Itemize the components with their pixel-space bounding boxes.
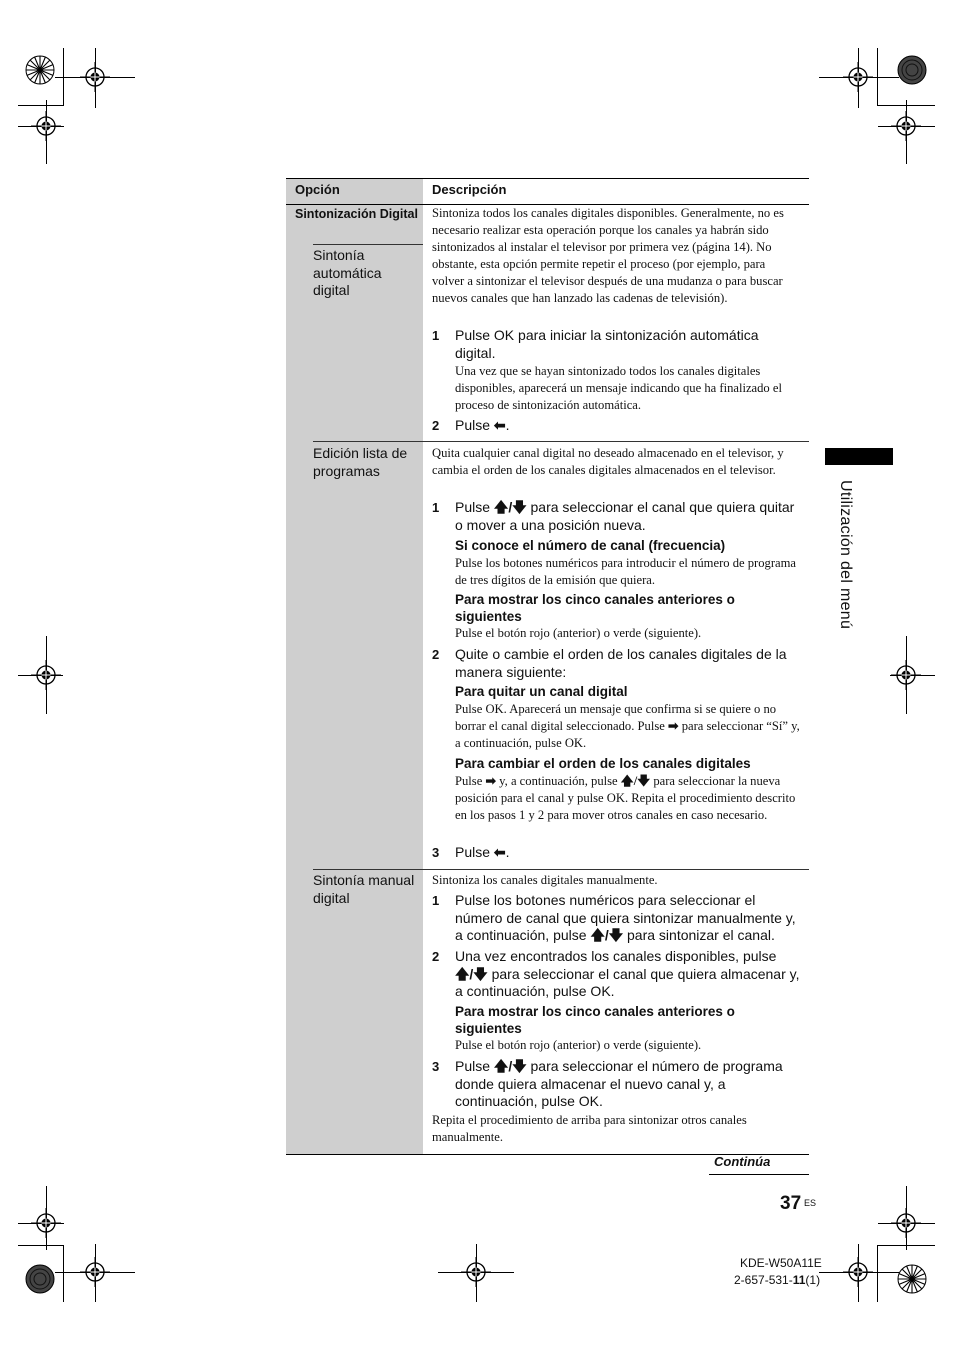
header-description: Descripción bbox=[432, 182, 507, 197]
document-code bbox=[734, 1273, 820, 1287]
section-tab-marker bbox=[825, 448, 893, 465]
subheading: Para mostrar los cinco canales anteriores o siguientes bbox=[455, 1004, 735, 1036]
starburst-mark-icon bbox=[897, 55, 927, 85]
step-text: Pulse bbox=[455, 844, 491, 860]
step-text: Pulse los botones numéricos para seleccionar el número de canal que quiera sintonizar manualmente y, a continuación, pulse bbox=[455, 892, 796, 943]
code-suffix: (1) bbox=[805, 1273, 821, 1287]
continued-rule bbox=[709, 1174, 809, 1175]
continued-label: Continúa bbox=[714, 1154, 771, 1169]
subheading: Para mostrar los cinco canales anteriores o siguientes bbox=[455, 592, 735, 624]
manual-tuning-outro: Repita el procedimiento de arriba para sintonizar otros canales manualmente. bbox=[432, 1113, 747, 1144]
model-number: KDE-W50A11E bbox=[740, 1256, 822, 1270]
section-title: Sintonización Digital bbox=[295, 207, 418, 221]
program-list-intro: Quita cualquier canal digital no deseado almacenado en el televisor, y cambia el orden de los canales digitales almacenados en el televisor. bbox=[432, 446, 784, 477]
step-text: para seleccionar el canal que quiera almacenar y, a continuación, pulse OK. bbox=[455, 965, 800, 999]
registration-mark-icon bbox=[80, 62, 110, 92]
right-arrow-icon: ➡ bbox=[485, 773, 497, 788]
right-arrow-icon: ➡ bbox=[667, 718, 679, 733]
separator: / bbox=[508, 499, 513, 515]
list-sub-2 bbox=[455, 592, 800, 642]
registration-mark-icon bbox=[31, 660, 61, 690]
table-top-rule bbox=[286, 178, 809, 179]
subheading: Si conoce el número de canal (frecuencia) bbox=[455, 538, 726, 553]
page-number: 37 bbox=[780, 1193, 802, 1214]
step-text: Una vez encontrados los canales disponibles, pulse bbox=[455, 948, 777, 964]
row-divider bbox=[313, 244, 423, 245]
step-number: 2 bbox=[432, 418, 440, 433]
registration-mark-icon bbox=[80, 1257, 110, 1287]
code-revision: 11 bbox=[792, 1273, 806, 1287]
step-text: para seleccionar el canal que quiera quitar o mover a una posición nueva. bbox=[455, 499, 795, 533]
subheading: Para cambiar el orden de los canales digitales bbox=[455, 756, 751, 771]
registration-mark-icon bbox=[843, 62, 873, 92]
registration-mark-icon bbox=[891, 111, 921, 141]
starburst-mark-icon bbox=[25, 55, 55, 85]
option-auto-tuning: Sintonía automática digital bbox=[313, 247, 382, 298]
row-divider bbox=[313, 869, 809, 870]
registration-mark-icon bbox=[891, 660, 921, 690]
up-down-arrow-icon: 🡅/🡇 bbox=[620, 773, 651, 788]
auto-tuning-intro: Sintoniza todos los canales digitales disponibles. Generalmente, no es necesario realizar esta operación porque los canales ya habrán sido sintonizados al instalar el televisor por primera vez (página 14). No obstante, esta opción permite repetir el proceso (por ejemplo, para volver a sintonizar el televisor después de una mudanza o para buscar nuevos canales que han lanzado las cadenas de televisión). bbox=[432, 206, 784, 305]
list-sub-1 bbox=[455, 538, 800, 589]
list-sub-3 bbox=[455, 684, 800, 752]
step-number: 1 bbox=[432, 328, 440, 343]
subtext: para seleccionar “Sí” y, a continuación, pulse OK. bbox=[455, 718, 800, 750]
up-down-arrow-icon: 🡅/🡇 bbox=[493, 1058, 527, 1074]
registration-mark-icon bbox=[843, 1257, 873, 1287]
step-text: Pulse OK para iniciar la sintonización automática digital. bbox=[455, 327, 759, 361]
subtext: y, a continuación, pulse bbox=[499, 773, 618, 788]
step-punct: . bbox=[505, 417, 510, 433]
registration-mark-icon bbox=[891, 1208, 921, 1238]
option-program-list-edit: Edición lista de programas bbox=[313, 445, 408, 479]
header-option: Opción bbox=[295, 182, 340, 197]
section-side-label: Utilización del menú bbox=[837, 480, 854, 630]
list-sub-4 bbox=[455, 756, 800, 824]
step-number: 1 bbox=[432, 893, 440, 908]
step-text: Quite o cambie el orden de los canales digitales de la manera siguiente: bbox=[455, 646, 787, 680]
up-down-arrow-icon: 🡅/🡇 bbox=[455, 965, 488, 982]
subtext: Pulse OK. Aparecerá un mensaje que confirma si se quiere o no borrar el canal digital seleccionado. Pulse bbox=[455, 701, 777, 733]
registration-mark-icon bbox=[461, 1257, 491, 1287]
step-punct: . bbox=[505, 844, 510, 860]
starburst-mark-icon bbox=[25, 1264, 55, 1294]
step-text: para sintonizar el canal. bbox=[627, 927, 775, 943]
step-text: Pulse bbox=[455, 1058, 491, 1074]
step-text: para seleccionar el número de programa donde quiera almacenar el nuevo canal y, a continuación, pulse OK. bbox=[455, 1058, 783, 1109]
manual-tuning-intro: Sintoniza los canales digitales manualmente. bbox=[432, 873, 658, 887]
registration-mark-icon bbox=[31, 1208, 61, 1238]
step-number: 3 bbox=[432, 1059, 440, 1074]
up-down-arrow-icon: 🡅/🡇 bbox=[493, 499, 527, 515]
option-column-background bbox=[286, 179, 423, 1154]
step-number: 1 bbox=[432, 500, 440, 515]
up-down-arrow-icon: 🡅/🡇 bbox=[590, 927, 624, 943]
registration-mark-icon bbox=[31, 111, 61, 141]
step-number: 2 bbox=[432, 647, 440, 662]
step-number: 2 bbox=[432, 949, 440, 964]
page-language: ES bbox=[804, 1198, 817, 1208]
step-text: Pulse bbox=[455, 417, 491, 433]
step-number: 3 bbox=[432, 845, 440, 860]
option-manual-tuning: Sintonía manual digital bbox=[313, 872, 415, 906]
code-prefix: 2-657-531- bbox=[734, 1273, 793, 1287]
starburst-mark-icon bbox=[897, 1264, 927, 1294]
left-arrow-icon: ⬅ bbox=[493, 844, 506, 860]
subtext: Pulse el botón rojo (anterior) o verde (siguiente). bbox=[455, 1038, 702, 1052]
subtext: Pulse bbox=[455, 773, 483, 788]
subheading: Para quitar un canal digital bbox=[455, 684, 628, 699]
subtext: Pulse el botón rojo (anterior) o verde (siguiente). bbox=[455, 626, 702, 640]
auto-step-1-note: Una vez que se hayan sintonizado todos los canales digitales disponibles, aparecerá un mensaje indicando que ha finalizado el proceso de sintonización automática. bbox=[455, 364, 782, 412]
left-arrow-icon: ⬅ bbox=[493, 417, 506, 433]
step-text: Pulse bbox=[455, 499, 491, 515]
subtext: Pulse los botones numéricos para introducir el número de programa de tres dígitos de la emisión que quiera. bbox=[455, 555, 796, 587]
subtext: para seleccionar la nueva posición para el canal y pulse OK. Repita el procedimiento descrito en los pasos 1 y 2 para mover otros canales en caso necesario. bbox=[455, 773, 796, 822]
manual-sub-1 bbox=[455, 1004, 800, 1054]
row-divider bbox=[313, 441, 809, 442]
